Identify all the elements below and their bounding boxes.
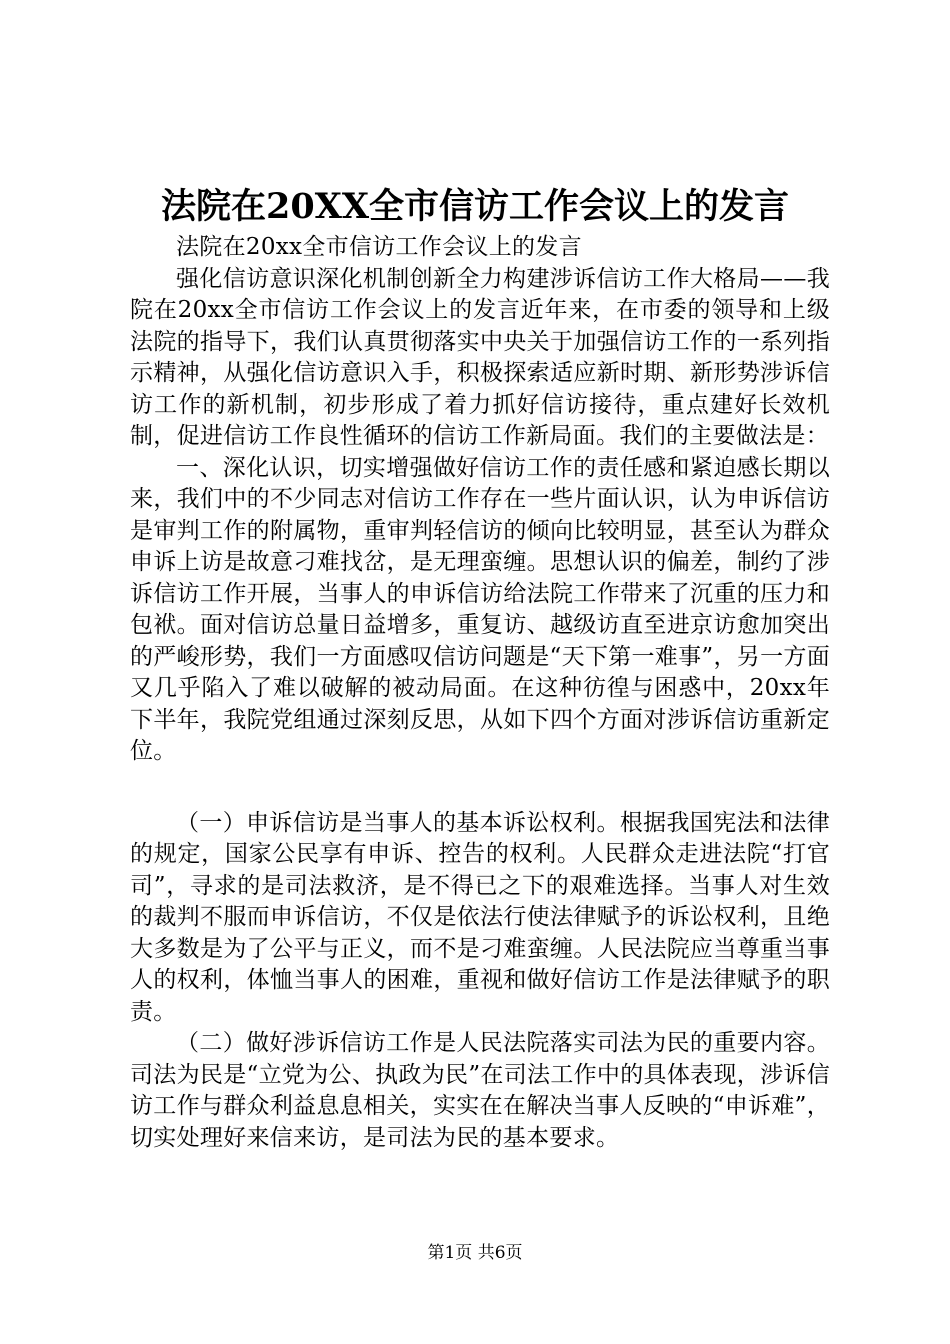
document-body (130, 232, 830, 1154)
page-footer: 第1页 共6页 (427, 1243, 523, 1263)
body-paragraph: （二）做好涉诉信访工作是人民法院落实司法为民的重要内容。司法为民是“立党为公、执政为民”在司法工作中的具体表现，涉诉信访工作与群众利益息息相关，实实在在解决当事人反映的“申诉难”，切实处理好来信来访，是司法为民的基本要求。 (130, 1030, 830, 1151)
paragraph-spacer (130, 768, 830, 808)
body-paragraph: （一）申诉信访是当事人的基本诉讼权利。根据我国宪法和法律的规定，国家公民享有申诉、控告的权利。人民群众走进法院“打官司”，寻求的是司法救济，是不得已之下的艰难选择。当事人对生效的裁判不服而申诉信访，不仅是依法行使法律赋予的诉讼权利，且绝大多数是为了公平与正义，而不是刁难蛮缠。人民法院应当尊重当事人的权利，体恤当事人的困难，重视和做好信访工作是法律赋予的职责。 (130, 809, 830, 1025)
document-title: 法院在20XX全市信访工作会议上的发言 (160, 186, 790, 227)
body-paragraph: 强化信访意识深化机制创新全力构建涉诉信访工作大格局——我院在20xx全市信访工作会议上的发言近年来，在市委的领导和上级法院的指导下，我们认真贯彻落实中央关于加强信访工作的一系列指示精神，从强化信访意识入手，积极探索适应新时期、新形势涉诉信访工作的新机制，初步形成了着力抓好信访接待，重点建好长效机制，促进信访工作良性循环的信访工作新局面。我们的主要做法是： (130, 265, 830, 449)
subtitle-paragraph: 法院在20xx全市信访工作会议上的发言 (176, 234, 582, 260)
body-paragraph: 一、深化认识，切实增强做好信访工作的责任感和紧迫感长期以来，我们中的不少同志对信访工作存在一些片面认识，认为申诉信访是审判工作的附属物，重审判轻信访的倾向比较明显，甚至认为群众申诉上访是故意刁难找岔，是无理蛮缠。思想认识的偏差，制约了涉诉信访工作开展，当事人的申诉信访给法院工作带来了沉重的压力和包袱。面对信访总量日益增多，重复访、越级访直至进京访愈加突出的严峻形势，我们一方面感叹信访问题是“天下第一难事”，另一方面又几乎陷入了难以破解的被动局面。在这种彷徨与困惑中，20xx年下半年，我院党组通过深刻反思，从如下四个方面对涉诉信访重新定位。 (130, 454, 830, 764)
